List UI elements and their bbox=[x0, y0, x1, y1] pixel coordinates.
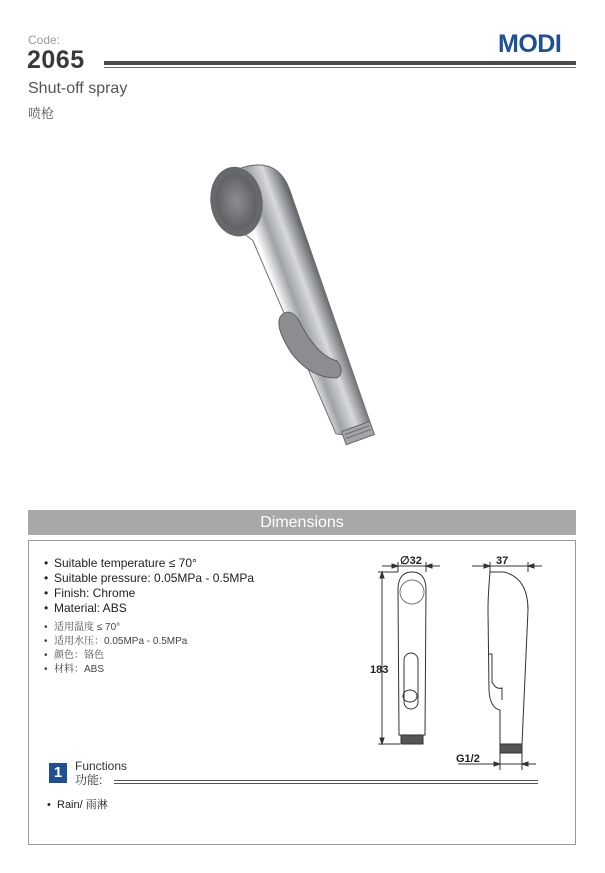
dimensions-title: Dimensions bbox=[260, 514, 344, 531]
functions-title-en: Functions bbox=[75, 759, 128, 773]
dimensions-header-bar bbox=[28, 510, 576, 535]
spec-item-en: • Suitable temperature ≤ 70° bbox=[44, 556, 197, 570]
side-view-thread bbox=[500, 744, 522, 753]
functions-title-cn: 功能: bbox=[75, 773, 103, 787]
front-view-lever-tip bbox=[403, 690, 417, 702]
spec-item-cn: • 适用水压：0.05MPa - 0.5MPa bbox=[44, 636, 188, 647]
thread-label: G1/2 bbox=[456, 753, 480, 765]
product-title-en: Shut-off spray bbox=[28, 80, 128, 97]
function-item: • Rain/ 雨淋 bbox=[47, 799, 108, 811]
side-view-lever bbox=[488, 654, 502, 700]
functions-divider bbox=[114, 780, 538, 781]
product-code: 2065 bbox=[27, 46, 85, 74]
diameter-label: ∅32 bbox=[400, 555, 422, 567]
spec-item-cn: • 适用温度 ≤ 70° bbox=[44, 622, 121, 633]
height-label: 183 bbox=[370, 664, 389, 676]
front-view-nozzle bbox=[400, 580, 424, 604]
spec-item-en: • Material: ABS bbox=[44, 601, 127, 615]
code-label: Code: bbox=[28, 33, 61, 47]
functions-number-badge: 1 bbox=[49, 763, 67, 783]
spec-item-cn: • 颜色：铬色 bbox=[44, 650, 104, 661]
header-divider-thin bbox=[104, 67, 576, 68]
brand-logo: MODI bbox=[498, 30, 562, 58]
spec-item-en: • Suitable pressure: 0.05MPa - 0.5MPa bbox=[44, 571, 255, 585]
technical-drawing bbox=[370, 550, 570, 775]
product-image bbox=[200, 135, 420, 480]
functions-divider bbox=[114, 783, 538, 784]
front-view-thread bbox=[401, 735, 423, 744]
product-title-cn: 喷枪 bbox=[28, 106, 55, 121]
header-divider-thick bbox=[104, 61, 576, 65]
spec-item-en: • Finish: Chrome bbox=[44, 586, 136, 600]
side-view-outline bbox=[488, 572, 528, 744]
depth-label: 37 bbox=[496, 555, 509, 567]
spec-item-cn: • 材料：ABS bbox=[44, 664, 105, 675]
